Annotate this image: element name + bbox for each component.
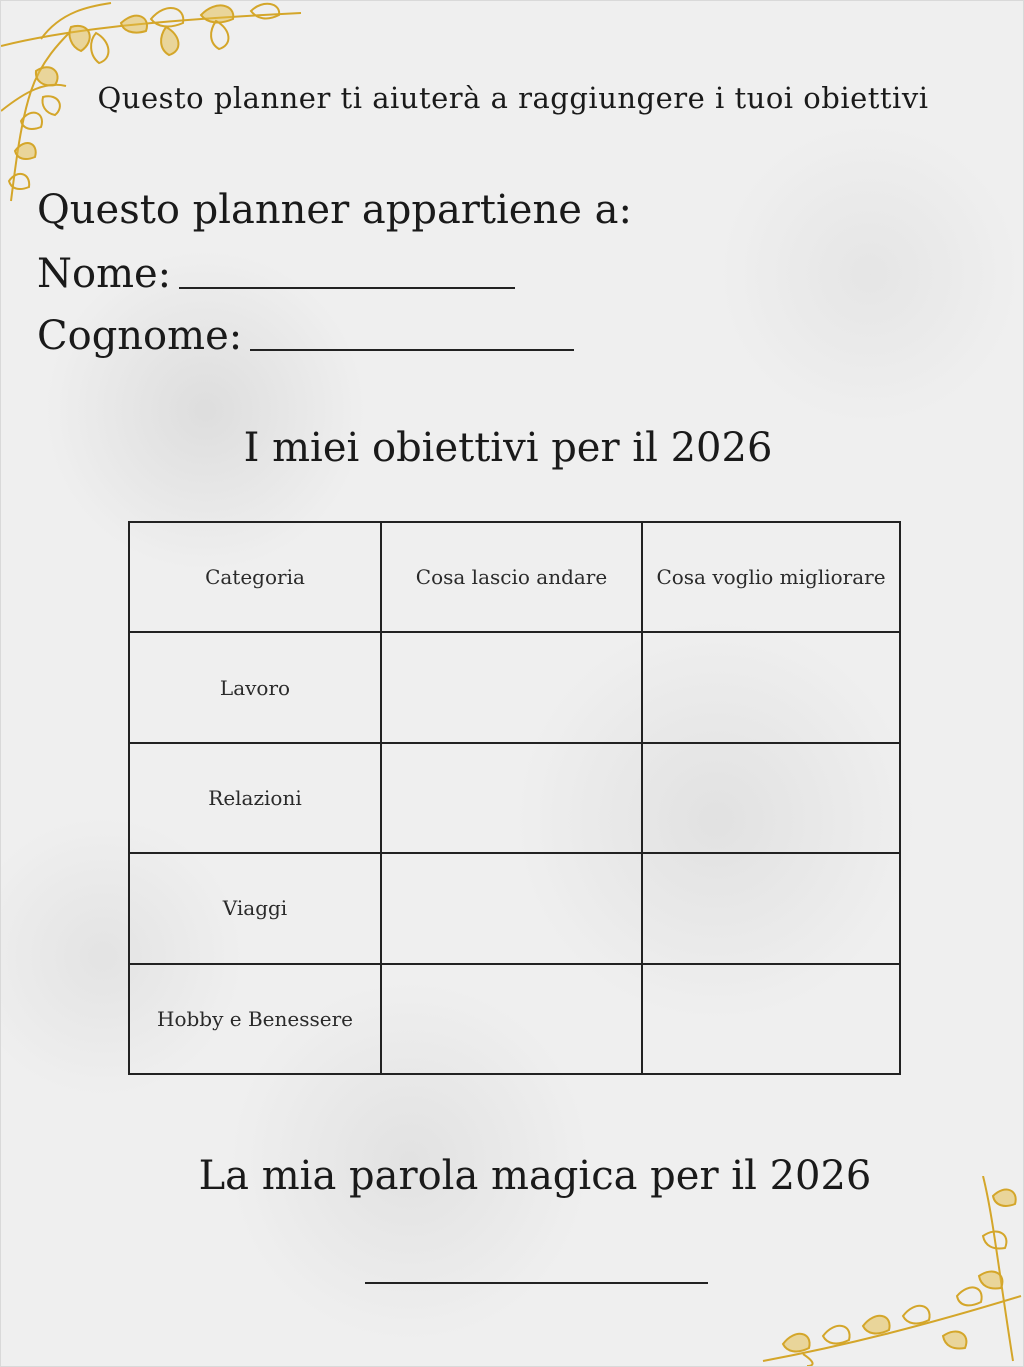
- column-header-let-go: Cosa lascio andare: [381, 522, 642, 632]
- table-row: [129, 964, 900, 1074]
- last-name-blank-line: [250, 313, 574, 351]
- improve-cell: [642, 632, 900, 742]
- magic-word-blank-line: [365, 1282, 708, 1284]
- gold-leaf-branch-icon: [743, 1176, 1023, 1366]
- table-header-row: [129, 522, 900, 632]
- magic-word-title: La mia parola magica per il 2026: [198, 1153, 872, 1199]
- tagline: Questo planner ti aiuterà a raggiungere i tuoi obiettivi: [97, 81, 929, 115]
- category-cell: Viaggi: [129, 853, 381, 963]
- first-name-field: [37, 251, 515, 297]
- column-header-improve: Cosa voglio migliorare: [642, 522, 900, 632]
- column-header-category: Categoria: [129, 522, 381, 632]
- first-name-label: Nome:: [37, 251, 172, 297]
- let-go-cell: [381, 632, 642, 742]
- table-row: [129, 632, 900, 742]
- category-cell: Lavoro: [129, 632, 381, 742]
- table-row: [129, 853, 900, 963]
- improve-cell: [642, 964, 900, 1074]
- category-cell: Hobby e Benessere: [129, 964, 381, 1074]
- last-name-field: [37, 313, 574, 359]
- table-row: [129, 743, 900, 853]
- owner-title: Questo planner appartiene a:: [37, 187, 632, 233]
- let-go-cell: [381, 964, 642, 1074]
- let-go-cell: [381, 743, 642, 853]
- improve-cell: [642, 743, 900, 853]
- last-name-label: Cognome:: [37, 313, 243, 359]
- goals-title: I miei obiettivi per il 2026: [243, 425, 773, 471]
- let-go-cell: [381, 853, 642, 963]
- improve-cell: [642, 853, 900, 963]
- goals-table: [128, 521, 901, 1075]
- first-name-blank-line: [179, 251, 515, 289]
- category-cell: Relazioni: [129, 743, 381, 853]
